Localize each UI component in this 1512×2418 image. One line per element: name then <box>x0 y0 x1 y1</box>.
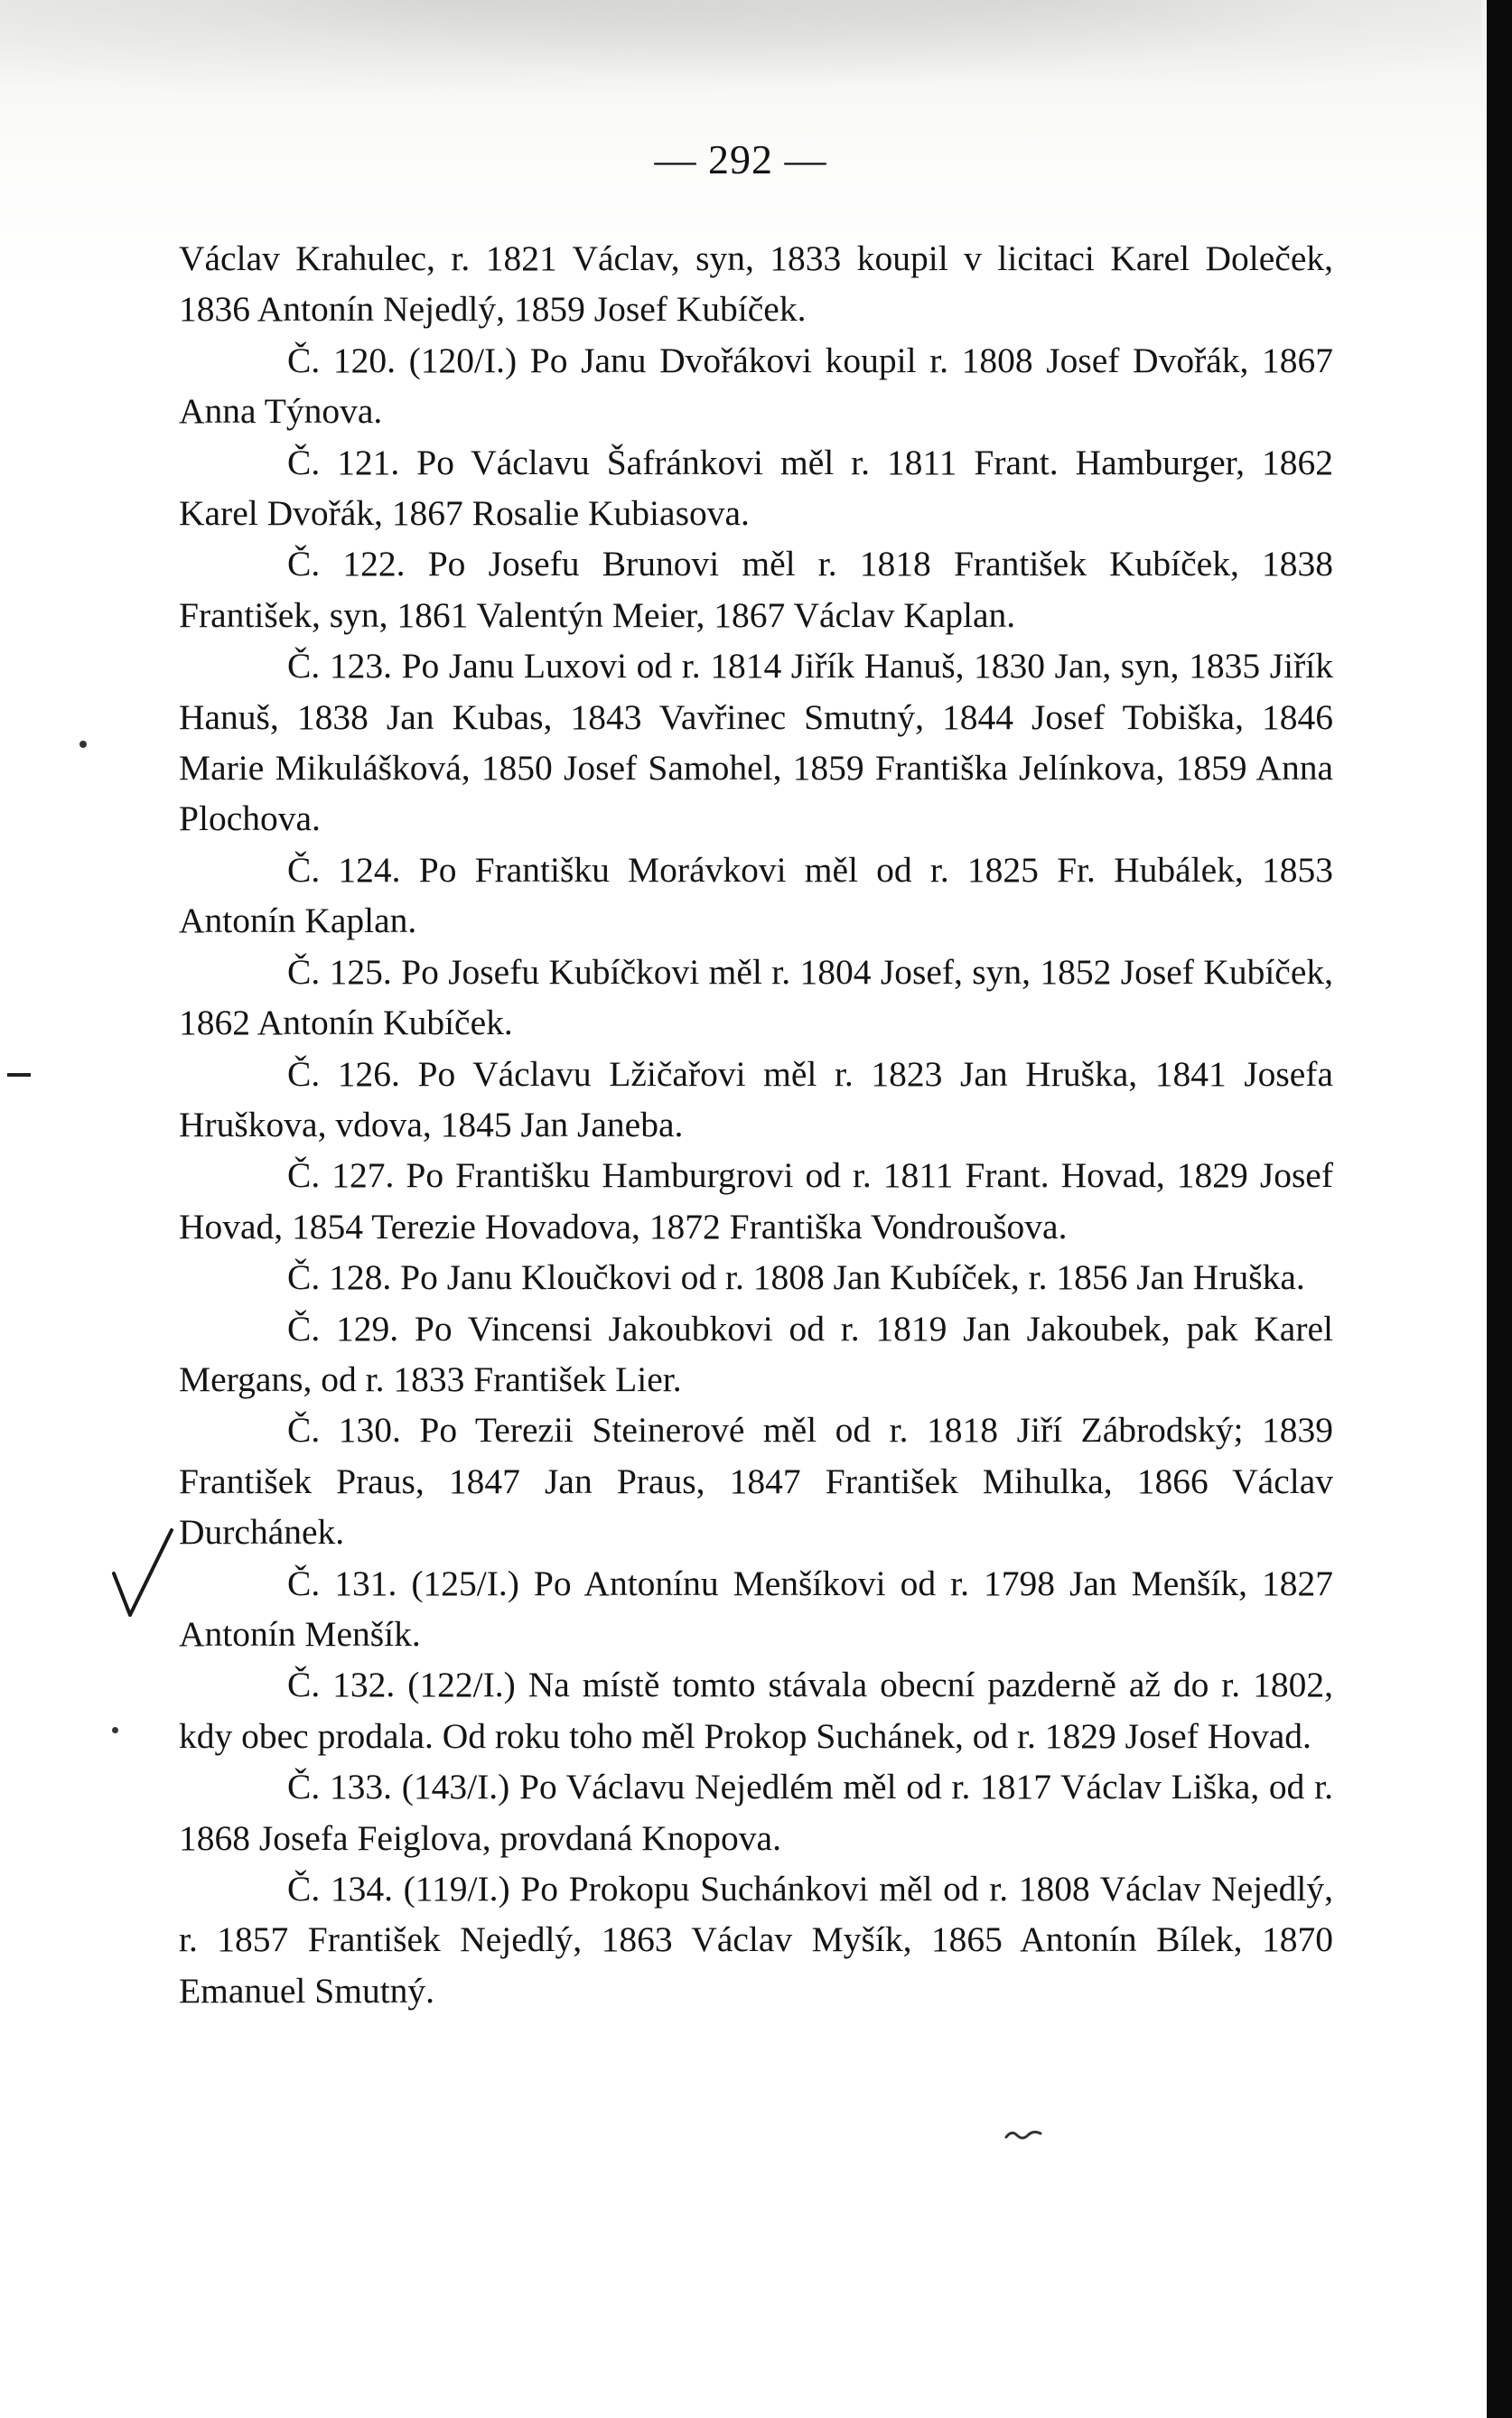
page-number: — 292 — <box>654 136 827 182</box>
paragraph-entry-127: Č. 127. Po Františku Hamburgrovi od r. 1811 Frant. Hovad, 1829 Josef Hovad, 1854 Terezie Hovadova, 1872 Františka Vondroušova. <box>179 1155 1333 1246</box>
paragraph-entry-121: Č. 121. Po Václavu Šafránkovi měl r. 1811 Frant. Hamburger, 1862 Karel Dvořák, 1867 Rosalie Kubiasova. <box>179 442 1333 534</box>
paragraph-entry-128: Č. 128. Po Janu Kloučkovi od r. 1808 Jan Kubíček, r. 1856 Jan Hruška. <box>287 1257 1305 1298</box>
handwritten-check-mark-icon <box>108 1525 181 1633</box>
paragraph-entry-133: Č. 133. (143/I.) Po Václavu Nejedlém měl od r. 1817 Václav Liška, od r. 1868 Josefa Feiglova, provdaná Knopova. <box>179 1767 1333 1858</box>
ink-squiggle-mark <box>1004 2126 1044 2144</box>
body-text <box>179 233 1333 2016</box>
paragraph-entry-132: Č. 132. (122/I.) Na místě tomto stávala obecní pazderně až do r. 1802, kdy obec prodala. Od roku toho měl Prokop Suchánek, od r. 1829 Josef Hovad. <box>179 1665 1333 1756</box>
margin-dot-mark <box>79 741 87 748</box>
scan-noise <box>0 0 1481 117</box>
paragraph-entry-120: Č. 120. (120/I.) Po Janu Dvořákovi koupil r. 1808 Josef Dvořák, 1867 Anna Týnova. <box>179 340 1333 432</box>
margin-dash-mark <box>7 1073 31 1077</box>
margin-dot-mark-lower <box>112 1727 118 1733</box>
paragraph-entry-126: Č. 126. Po Václavu Lžičařovi měl r. 1823 Jan Hruška, 1841 Josefa Hruškova, vdova, 1845 Jan Janeba. <box>179 1053 1333 1144</box>
paragraph-entry-123: Č. 123. Po Janu Luxovi od r. 1814 Jiřík Hanuš, 1830 Jan, syn, 1835 Jiřík Hanuš, 1838 Jan Kubas, 1843 Vavřinec Smutný, 1844 Josef Tobiška, 1846 Marie Mikulášková, 1850 Josef Samohel, 1859 Františka Jelínkova, 1859 Anna Plochova. <box>179 646 1333 839</box>
paragraph-entry-130: Č. 130. Po Terezii Steinerové měl od r. 1818 Jiří Zábrodský; 1839 František Praus, 1847 Jan Praus, 1847 František Mihulka, 1866 Václav Durchánek. <box>179 1410 1333 1553</box>
paragraph-entry-122: Č. 122. Po Josefu Brunovi měl r. 1818 František Kubíček, 1838 František, syn, 1861 Valentýn Meier, 1867 Václav Kaplan. <box>179 544 1333 635</box>
scan-edge-border <box>1487 0 1512 2418</box>
paragraph-entry-134: Č. 134. (119/I.) Po Prokopu Suchánkovi měl od r. 1808 Václav Nejedlý, r. 1857 František Nejedlý, 1863 Václav Myšík, 1865 Antonín Bílek, 1870 Emanuel Smutný. <box>179 1869 1333 2011</box>
paragraph-entry-124: Č. 124. Po Františku Morávkovi měl od r. 1825 Fr. Hubálek, 1853 Antonín Kaplan. <box>179 849 1333 941</box>
paragraph-entry-131: Č. 131. (125/I.) Po Antonínu Menšíkovi od r. 1798 Jan Menšík, 1827 Antonín Menšík. <box>179 1563 1333 1654</box>
paragraph-entry-129: Č. 129. Po Vincensi Jakoubkovi od r. 1819 Jan Jakoubek, pak Karel Mergans, od r. 1833 František Lier. <box>179 1308 1333 1399</box>
paragraph-entry-125: Č. 125. Po Josefu Kubíčkovi měl r. 1804 Josef, syn, 1852 Josef Kubíček, 1862 Antonín Kubíček. <box>179 951 1333 1043</box>
paragraph-continuation: Václav Krahulec, r. 1821 Václav, syn, 1833 koupil v licitaci Karel Doleček, 1836 Antonín Nejedlý, 1859 Josef Kubíček. <box>179 238 1333 330</box>
